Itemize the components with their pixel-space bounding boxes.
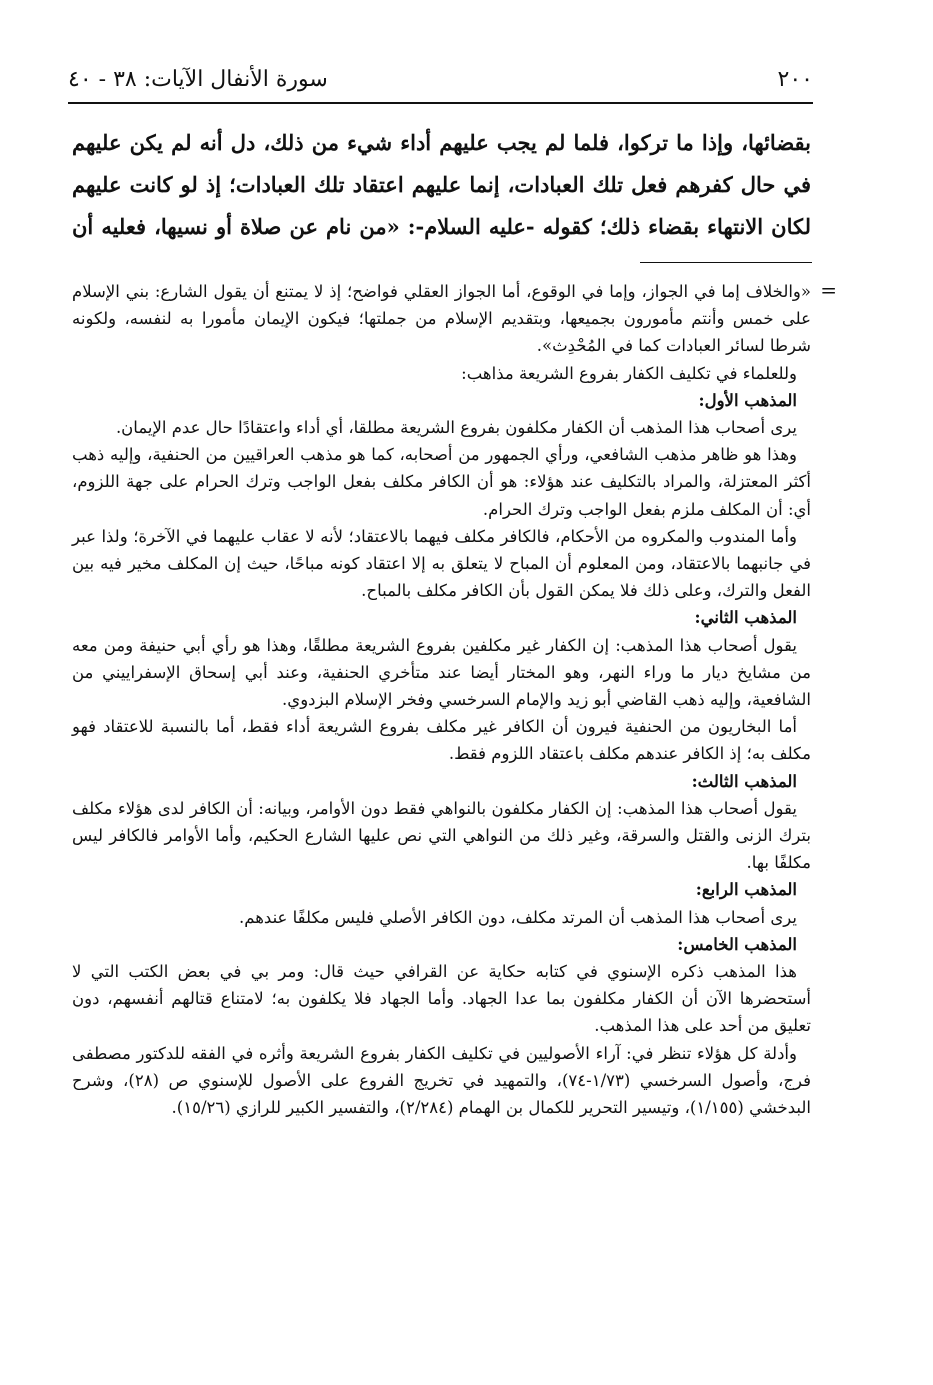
footnote-paragraph: يقول أصحاب هذا المذهب: إن الكفار مكلفون بالنواهي فقط دون الأوامر، وبيانه: أن الكافر لدى هؤلاء مكلف بترك الزنى والقتل والسرقة، وغير ذلك من النواهي التي نص عليها الشارع الحكيم، وأما الأوامر فالكافر ليس مكلفًا بها. [72, 798, 811, 873]
running-header [68, 62, 813, 98]
footnote-continuation-mark: = [820, 278, 837, 302]
footnote-references: وأدلة كل هؤلاء تنظر في: آراء الأصوليين في تكليف الكفار بفروع الشريعة وأثره في الفقه للدكتور مصطفى فرج، وأصول السرخسي (١/٧٣-٧٤)، والتمهيد في تخريج الفروع على الأصول للإسنوي ص (٢٨)، وشرح البدخشي (١/١٥٥)، وتيسير التحرير للكمال بن الهمام (٢/٢٨٤)، والتفسير الكبير للرازي (١٥/٢٦). [72, 1043, 811, 1118]
footnote-paragraph: يرى أصحاب هذا المذهب أن المرتد مكلف، دون الكافر الأصلي فليس مكلفًا عندهم. [238, 907, 797, 927]
main-text [72, 122, 811, 248]
footnote-paragraph: أما البخاريون من الحنفية فيرون أن الكافر غير مكلف بفروع الشريعة أداء فقط، أما بالنسبة للاعتقاد فهو مكلف به؛ إذ الكافر عندهم مكلف باعتقاد اللزوم فقط. [72, 717, 811, 764]
chapter-title: سورة الأنفال الآيات: ٣٨ - ٤٠ [68, 67, 328, 92]
footnote-paragraph: هذا المذهب ذكره الإسنوي في كتابه حكاية عن القرافي حيث قال: ومر بي في بعض الكتب التي لا أستحضرها الآن أن الكفار مكلفون بما عدا الجهاد. وأما الجهاد فلا يكلفون به؛ لامتناع قتالهم أنفسهم، دون تعليق من أحد على هذا المذهب. [72, 962, 811, 1036]
main-line: بقضائها، وإذا ما تركوا، فلما لم يجب عليهم أداء شيء من ذلك، دل أنه لم يكن عليهم [72, 130, 811, 155]
school-heading-4: المذهب الرابع: [695, 880, 797, 900]
footnote-paragraph: يقول أصحاب هذا المذهب: إن الكفار غير مكلفين بفروع الشريعة مطلقًا، وهذا هو رأي أبي حنيفة ومن معه من مشايخ ديار ما وراء النهر، وهو المختار أيضا عند متأخري الحنفية، وعند أبي إسحاق الإسفراييني من الشافعية، وإليه ذهب القاضي أبو زيد والإمام السرخسي وفخر الإسلام البزدوي. [72, 635, 811, 710]
main-line: في حال كفرهم فعل تلك العبادات، إنما عليهم اعتقاد تلك العبادات؛ إذ لو كانت عليهم [72, 172, 811, 197]
footnote-intro: «والخلاف إما في الجواز، وإما في الوقوع، أما الجواز العقلي فواضح؛ إذ لا يمتنع أن يقول الشارع: بني الإسلام على خمس وأنتم مأمورون بجميعها، وبتقديم الإسلام من جملتها؛ فيكون الإيمان مأمورا به لنفسه، ولكونه شرطا لسائر العبادات كما في المُحْدِث». [72, 282, 811, 356]
footnote-separator [640, 262, 812, 263]
footnotes [72, 278, 811, 1121]
header-rule [68, 102, 813, 104]
school-heading-3: المذهب الثالث: [691, 771, 797, 791]
footnote-paragraph: يرى أصحاب هذا المذهب أن الكفار مكلفون بفروع الشريعة مطلقا، أي أداء واعتقادًا حال عدم الإيمان. [115, 418, 797, 438]
main-line: لكان الانتهاء بقضاء ذلك؛ كقوله -عليه السلام-: «من نام عن صلاة أو نسيها، فعليه أن [72, 214, 811, 239]
school-heading-1: المذهب الأول: [698, 390, 797, 410]
footnote-paragraph: وأما المندوب والمكروه من الأحكام، فالكافر مكلف فيهما بالاعتقاد؛ لأنه لا عقاب عليهما في الآخرة؛ ولذا عبر في جانبهما بالاعتقاد، ومن المعلوم أن المباح لا يتعلق به إلا اعتقاد كونه مباحًا، حيث إن المكلف مخير فيه بين الفعل والترك، وعلى ذلك فلا يمكن القول بأن الكافر مكلف بالمباح. [72, 526, 811, 601]
page-number: ٢٠٠ [777, 67, 813, 92]
footnote-paragraph: وهذا هو ظاهر مذهب الشافعي، ورأي الجمهور من أصحابه، كما هو مذهب العراقيين من الحنفية، وإليه ذهب أكثر المعتزلة، والمراد بالتكليف عند هؤلاء: هو أن الكافر مكلف بفعل الواجب وترك الحرام على جهة اللزوم، أي: أن المكلف ملزم بفعل الواجب وترك الحرام. [72, 445, 811, 519]
school-heading-2: المذهب الثاني: [694, 608, 797, 628]
footnote-paragraph: وللعلماء في تكليف الكفار بفروع الشريعة مذاهب: [461, 363, 797, 383]
school-heading-5: المذهب الخامس: [677, 934, 797, 954]
